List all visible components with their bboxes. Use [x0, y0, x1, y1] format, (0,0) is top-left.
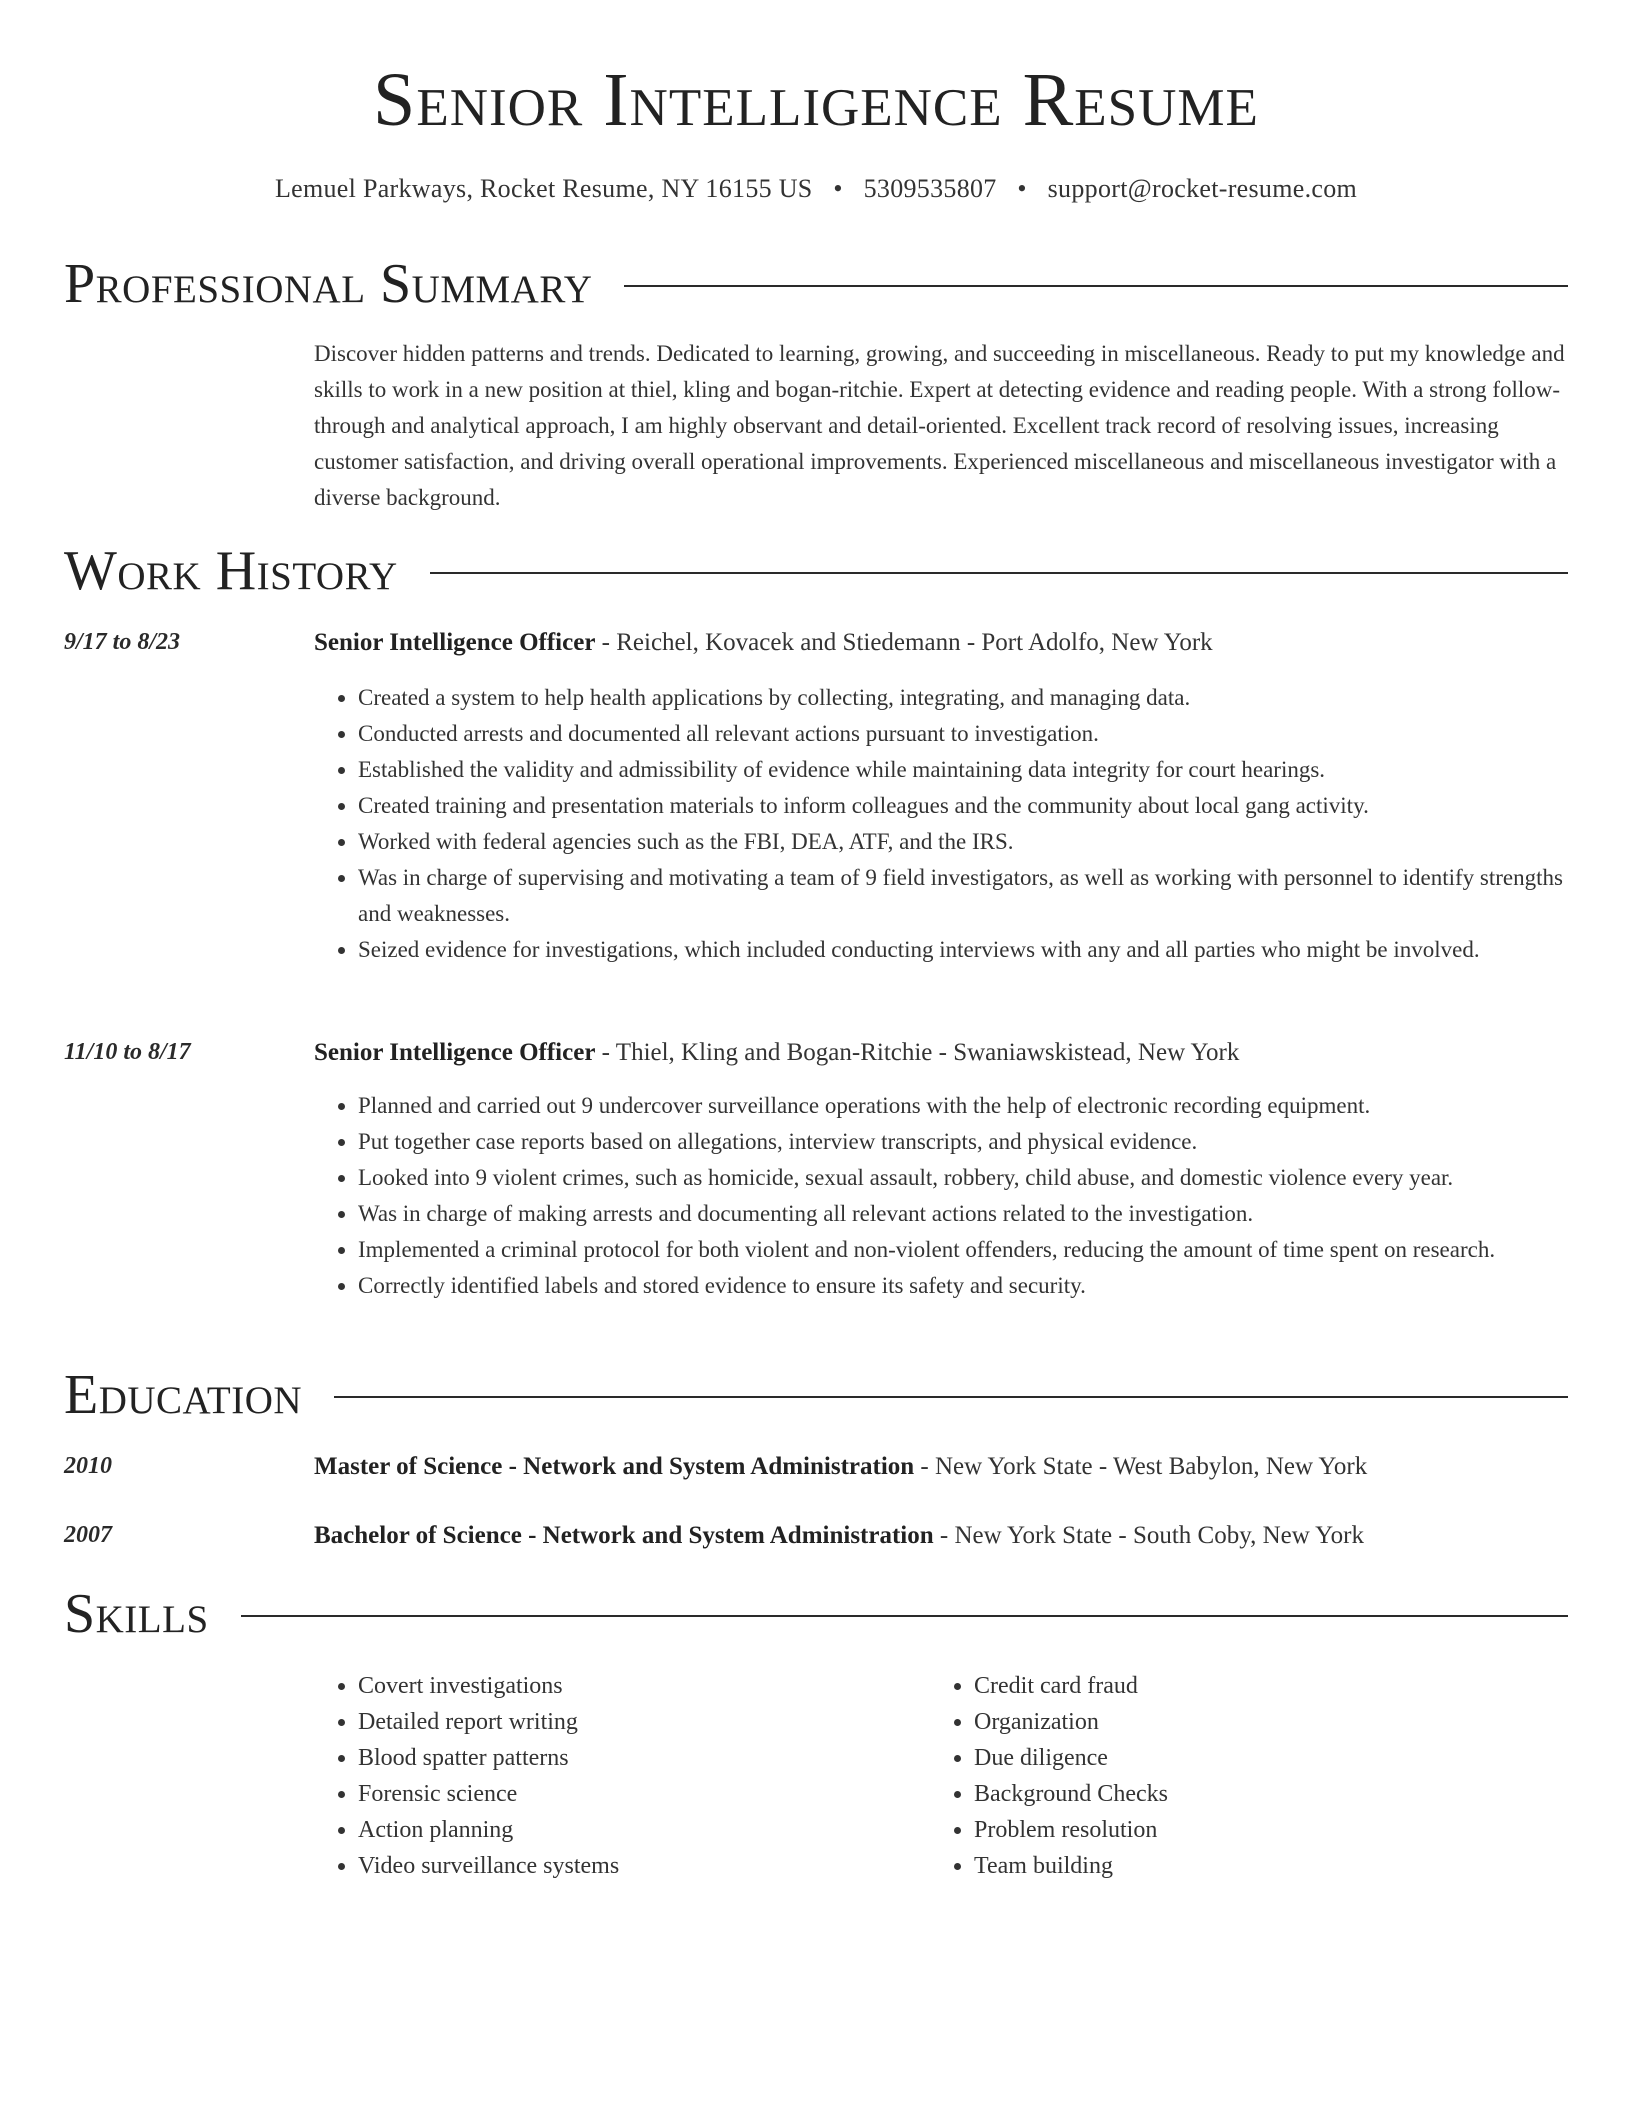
section-divider	[241, 1615, 1568, 1617]
job-details: - Reichel, Kovacek and Stiedemann - Port Adolfo, New York	[595, 629, 1213, 656]
contact-email: support@rocket-resume.com	[1047, 174, 1358, 203]
education-details: - New York State - West Babylon, New York	[914, 1453, 1368, 1480]
list-item: • Implemented a criminal protocol for both violent and non-violent offenders, reducing the amount of time spent on research.	[358, 1232, 1568, 1268]
list-item: • Established the validity and admissibility of evidence while maintaining data integrity for court hearings.	[358, 752, 1568, 788]
skills-heading: Skills	[64, 1583, 209, 1645]
job-dates: 11/10 to 8/17	[64, 1039, 191, 1065]
skill-item: • Background Checks	[974, 1776, 1574, 1812]
education-details: - New York State - South Coby, New York	[933, 1522, 1365, 1549]
education-degree: Master of Science - Network and System Administration	[314, 1453, 915, 1480]
skill-item: • Forensic science	[358, 1776, 918, 1812]
list-item: • Was in charge of making arrests and documenting all relevant actions related to the investigation.	[358, 1196, 1568, 1232]
skill-item: • Problem resolution	[974, 1812, 1574, 1848]
job-details: - Thiel, Kling and Bogan-Ritchie - Swaniawskistead, New York	[595, 1039, 1240, 1066]
contact-line	[0, 176, 1632, 202]
list-item: • Looked into 9 violent crimes, such as homicide, sexual assault, robbery, child abuse, and domestic violence every year.	[358, 1160, 1568, 1196]
skill-item: • Covert investigations	[358, 1668, 918, 1704]
skill-item: • Team building	[974, 1848, 1574, 1884]
skill-item: • Blood spatter patterns	[358, 1740, 918, 1776]
education-entry	[314, 1454, 1568, 1479]
contact-separator: •	[1017, 174, 1027, 203]
summary-section-header	[64, 254, 1568, 314]
summary-heading: Professional Summary	[64, 253, 593, 315]
skill-item: • Action planning	[358, 1812, 918, 1848]
list-item: • Correctly identified labels and stored evidence to ensure its safety and security.	[358, 1268, 1568, 1304]
education-degree: Bachelor of Science - Network and System Administration	[314, 1522, 934, 1549]
skills-list-right	[930, 1668, 1574, 1884]
job-header	[314, 1040, 1568, 1065]
contact-separator: •	[833, 174, 843, 203]
skill-item: • Detailed report writing	[358, 1704, 918, 1740]
education-entry	[314, 1523, 1568, 1548]
contact-address: Lemuel Parkways, Rocket Resume, NY 16155 US	[274, 174, 813, 203]
skills-list-left	[314, 1668, 918, 1884]
job-header	[314, 630, 1568, 655]
education-section-header	[64, 1365, 1568, 1425]
list-item: • Put together case reports based on allegations, interview transcripts, and physical evidence.	[358, 1124, 1568, 1160]
list-item: • Conducted arrests and documented all relevant actions pursuant to investigation.	[358, 716, 1568, 752]
education-year: 2007	[64, 1522, 112, 1548]
contact-phone: 5309535807	[863, 174, 997, 203]
list-item: • Created a system to help health applications by collecting, integrating, and managing data.	[358, 680, 1568, 716]
education-year: 2010	[64, 1453, 112, 1479]
section-divider	[430, 572, 1568, 574]
list-item: • Was in charge of supervising and motivating a team of 9 field investigators, as well as working with personnel to identify strengths and weaknesses.	[358, 860, 1568, 932]
list-item: • Planned and carried out 9 undercover surveillance operations with the help of electronic recording equipment.	[358, 1088, 1568, 1124]
skills-section-header	[64, 1584, 1568, 1644]
education-heading: Education	[64, 1364, 303, 1426]
section-divider	[624, 285, 1568, 287]
job-title: Senior Intelligence Officer	[314, 629, 596, 656]
skill-item: • Due diligence	[974, 1740, 1574, 1776]
list-item: • Created training and presentation materials to inform colleagues and the community about local gang activity.	[358, 788, 1568, 824]
job-dates: 9/17 to 8/23	[64, 629, 181, 655]
skill-item: • Video surveillance systems	[358, 1848, 918, 1884]
summary-body	[314, 336, 1568, 516]
section-divider	[334, 1396, 1568, 1398]
job-bullets	[314, 680, 1568, 968]
list-item: • Worked with federal agencies such as the FBI, DEA, ATF, and the IRS.	[358, 824, 1568, 860]
job-bullets	[314, 1088, 1568, 1304]
skill-item: • Credit card fraud	[974, 1668, 1574, 1704]
work-heading: Work History	[64, 540, 398, 602]
skill-item: • Organization	[974, 1704, 1574, 1740]
summary-text: Discover hidden patterns and trends. Dedicated to learning, growing, and succeeding in miscellaneous. Ready to put my knowledge and skills to work in a new position at thiel, kling and bogan-ritchie. Expert at detecting evidence and reading people. With a strong follow-through and analytical approach, I am highly observant and detail-oriented. Excellent track record of resolving issues, increasing customer satisfaction, and driving overall operational improvements. Experienced miscellaneous and miscellaneous investigator with a diverse background.	[314, 341, 1565, 510]
work-section-header	[64, 541, 1568, 601]
job-title: Senior Intelligence Officer	[314, 1039, 596, 1066]
resume-title: Senior Intelligence Resume	[373, 58, 1259, 142]
list-item: • Seized evidence for investigations, which included conducting interviews with any and all parties who might be involved.	[358, 932, 1568, 968]
